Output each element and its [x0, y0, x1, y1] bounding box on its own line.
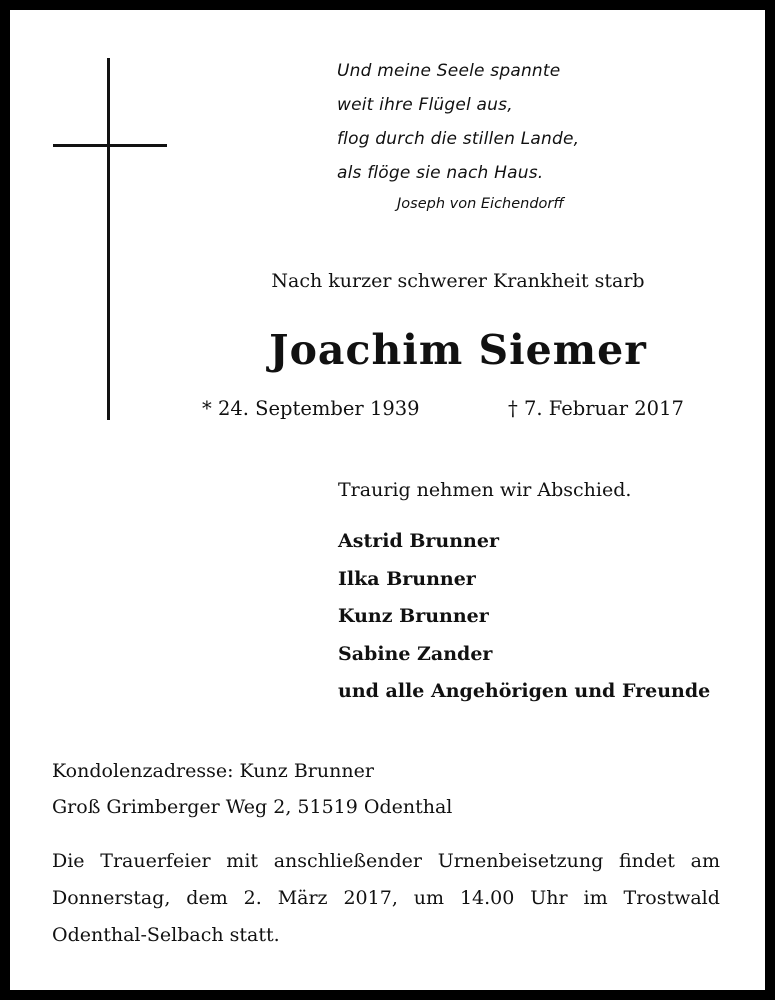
service-word: Trostwald [623, 887, 720, 909]
poem-line: flog durch die stillen Lande, [337, 129, 580, 149]
service-word: 2. [243, 887, 262, 909]
condolence-address-line: Groß Grimberger Weg 2, 51519 Odenthal [52, 796, 453, 818]
service-word: Trauerfeier [100, 850, 211, 872]
cross-icon-crossbar [53, 144, 167, 147]
mourner-name: Sabine Zander [338, 642, 493, 665]
condolence-address-line: Kondolenzadresse: Kunz Brunner [52, 760, 374, 782]
mourner-name: Kunz Brunner [338, 605, 489, 627]
intro-text: Nach kurzer schwerer Krankheit starb [271, 270, 645, 292]
poem [337, 54, 579, 190]
service-word: mit [226, 850, 259, 872]
service-word: Die [52, 850, 85, 872]
poem-line: Und meine Seele spannte [337, 61, 561, 81]
mourners-list [338, 523, 710, 711]
mourner-name: Astrid Brunner [338, 530, 499, 552]
service-word: 2017, [343, 887, 398, 909]
mourner-name: Ilka Brunner [338, 567, 476, 590]
poem-author: Joseph von Eichendorff [397, 196, 564, 212]
service-word: im [583, 887, 608, 909]
service-word: am [690, 850, 720, 872]
service-word: Urnenbeisetzung [437, 850, 604, 872]
farewell-text: Traurig nehmen wir Abschied. [338, 479, 632, 501]
death-date: † 7. Februar 2017 [508, 397, 684, 420]
service-line [52, 880, 720, 917]
service-word: anschließender [273, 850, 422, 872]
service-word: dem [186, 887, 228, 909]
deceased-name: Joachim Siemer [269, 326, 647, 374]
birth-date: * 24. September 1939 [202, 397, 420, 420]
service-word: findet [618, 850, 675, 872]
service-line: Odenthal-Selbach statt. [52, 924, 280, 946]
service-word: 14.00 [459, 887, 515, 909]
mourner-name: und alle Angehörigen und Freunde [338, 680, 711, 702]
condolence-address [52, 753, 452, 825]
funeral-service-info [52, 843, 720, 954]
service-word: März [277, 887, 328, 909]
poem-line: weit ihre Flügel aus, [337, 95, 513, 115]
service-line [52, 843, 720, 880]
service-word: Donnerstag, [52, 887, 171, 909]
poem-line: als flöge sie nach Haus. [337, 163, 544, 183]
service-word: Uhr [530, 887, 568, 909]
service-word: um [413, 887, 445, 909]
